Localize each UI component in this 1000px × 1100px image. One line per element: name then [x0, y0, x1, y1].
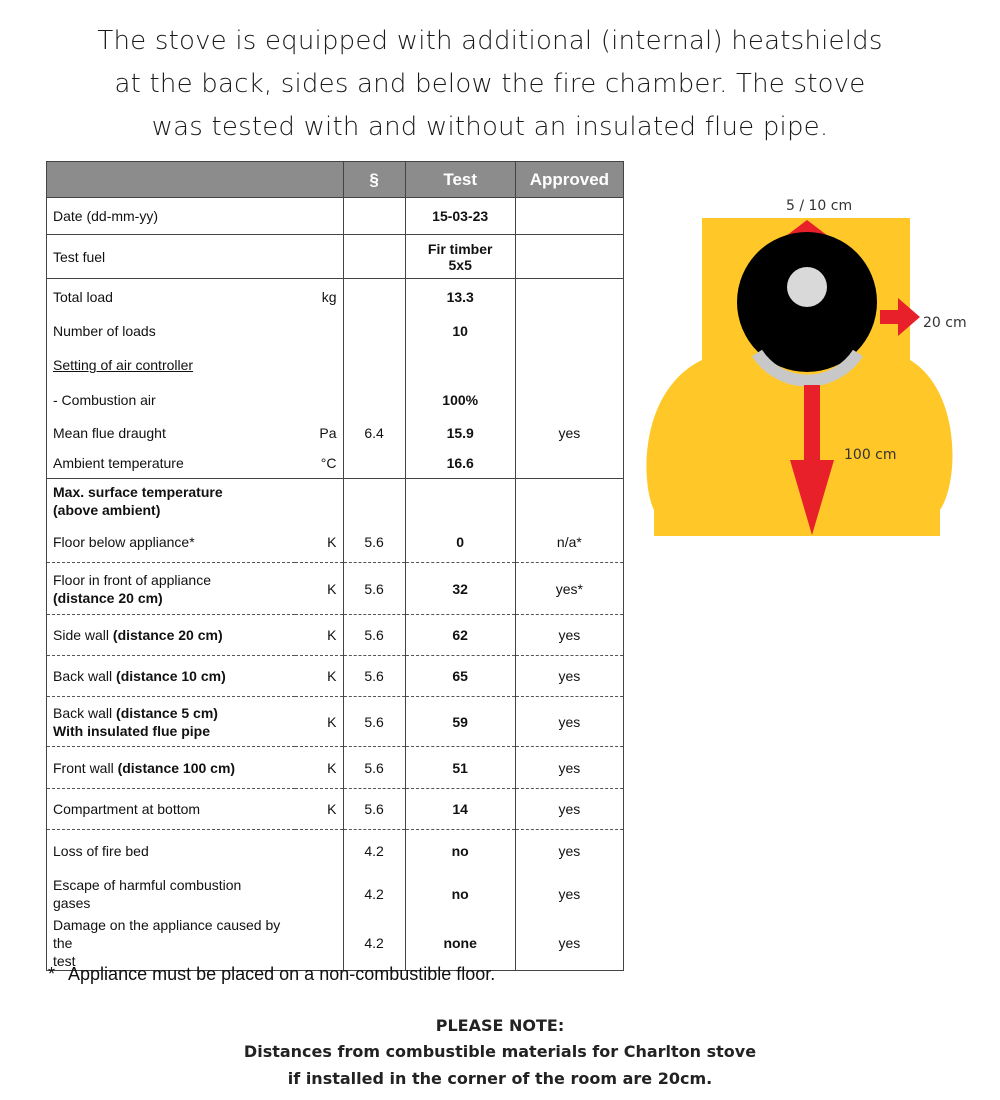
table-row: Floor below appliance* K 5.6 0 n/a*	[47, 523, 624, 563]
table-row: Mean flue draught Pa 6.4 15.9 yes	[47, 418, 624, 448]
table-row: - Combustion air 100%	[47, 383, 624, 418]
table-row: Number of loads 10	[47, 315, 624, 348]
intro-line: was tested with and without an insulated flue pipe.	[151, 112, 829, 142]
header-section: §	[343, 162, 405, 198]
table-row: Date (dd-mm-yy) 15-03-23	[47, 198, 624, 235]
clearance-diagram	[640, 180, 980, 540]
intro-line: at the back, sides and below the fire chamber. The stove	[114, 69, 866, 99]
test-results-table	[46, 161, 624, 971]
table-row: Back wall (distance 10 cm) K 5.6 65 yes	[47, 656, 624, 697]
table-header-row	[47, 162, 624, 198]
footnote-mark: *	[48, 964, 56, 984]
table-row: Escape of harmful combustion gases 4.2 no yes	[47, 872, 624, 916]
label-front: 100 cm	[844, 447, 897, 463]
label-top: 5 / 10 cm	[786, 198, 853, 214]
table-row: Total load kg 13.3	[47, 279, 624, 315]
table-row: Floor in front of appliance (distance 20 cm) K 5.6 32 yes*	[47, 563, 624, 615]
table-row: Ambient temperature °C 16.6	[47, 448, 624, 479]
note-line: Distances from combustible materials for Charlton stove	[243, 1042, 757, 1061]
note-line: if installed in the corner of the room are 20cm.	[287, 1069, 713, 1088]
table-row: Max. surface temperature (above ambient)	[47, 479, 624, 523]
table-row: Loss of fire bed 4.2 no yes	[47, 830, 624, 872]
table-row: Setting of air controller	[47, 348, 624, 383]
footnote	[48, 964, 495, 985]
table-row: Test fuel Fir timber 5x5	[47, 235, 624, 279]
table-row: Compartment at bottom K 5.6 14 yes	[47, 789, 624, 830]
note-title: PLEASE NOTE:	[435, 1016, 565, 1035]
header-approved: Approved	[515, 162, 623, 198]
table-row: Damage on the appliance caused by the test 4.2 none yes	[47, 916, 624, 971]
table-row: Back wall (distance 5 cm) With insulated flue pipe K 5.6 59 yes	[47, 697, 624, 747]
intro-text	[40, 20, 940, 149]
footnote-text: Appliance must be placed on a non-combustible floor.	[68, 964, 496, 984]
table-row: Front wall (distance 100 cm) K 5.6 51 yes	[47, 747, 624, 789]
header-test: Test	[405, 162, 515, 198]
flue-pipe	[787, 267, 827, 307]
label-side: 20 cm	[923, 315, 967, 331]
table-row: Side wall (distance 20 cm) K 5.6 62 yes	[47, 615, 624, 656]
intro-line: The stove is equipped with additional (internal) heatshields	[97, 26, 883, 56]
